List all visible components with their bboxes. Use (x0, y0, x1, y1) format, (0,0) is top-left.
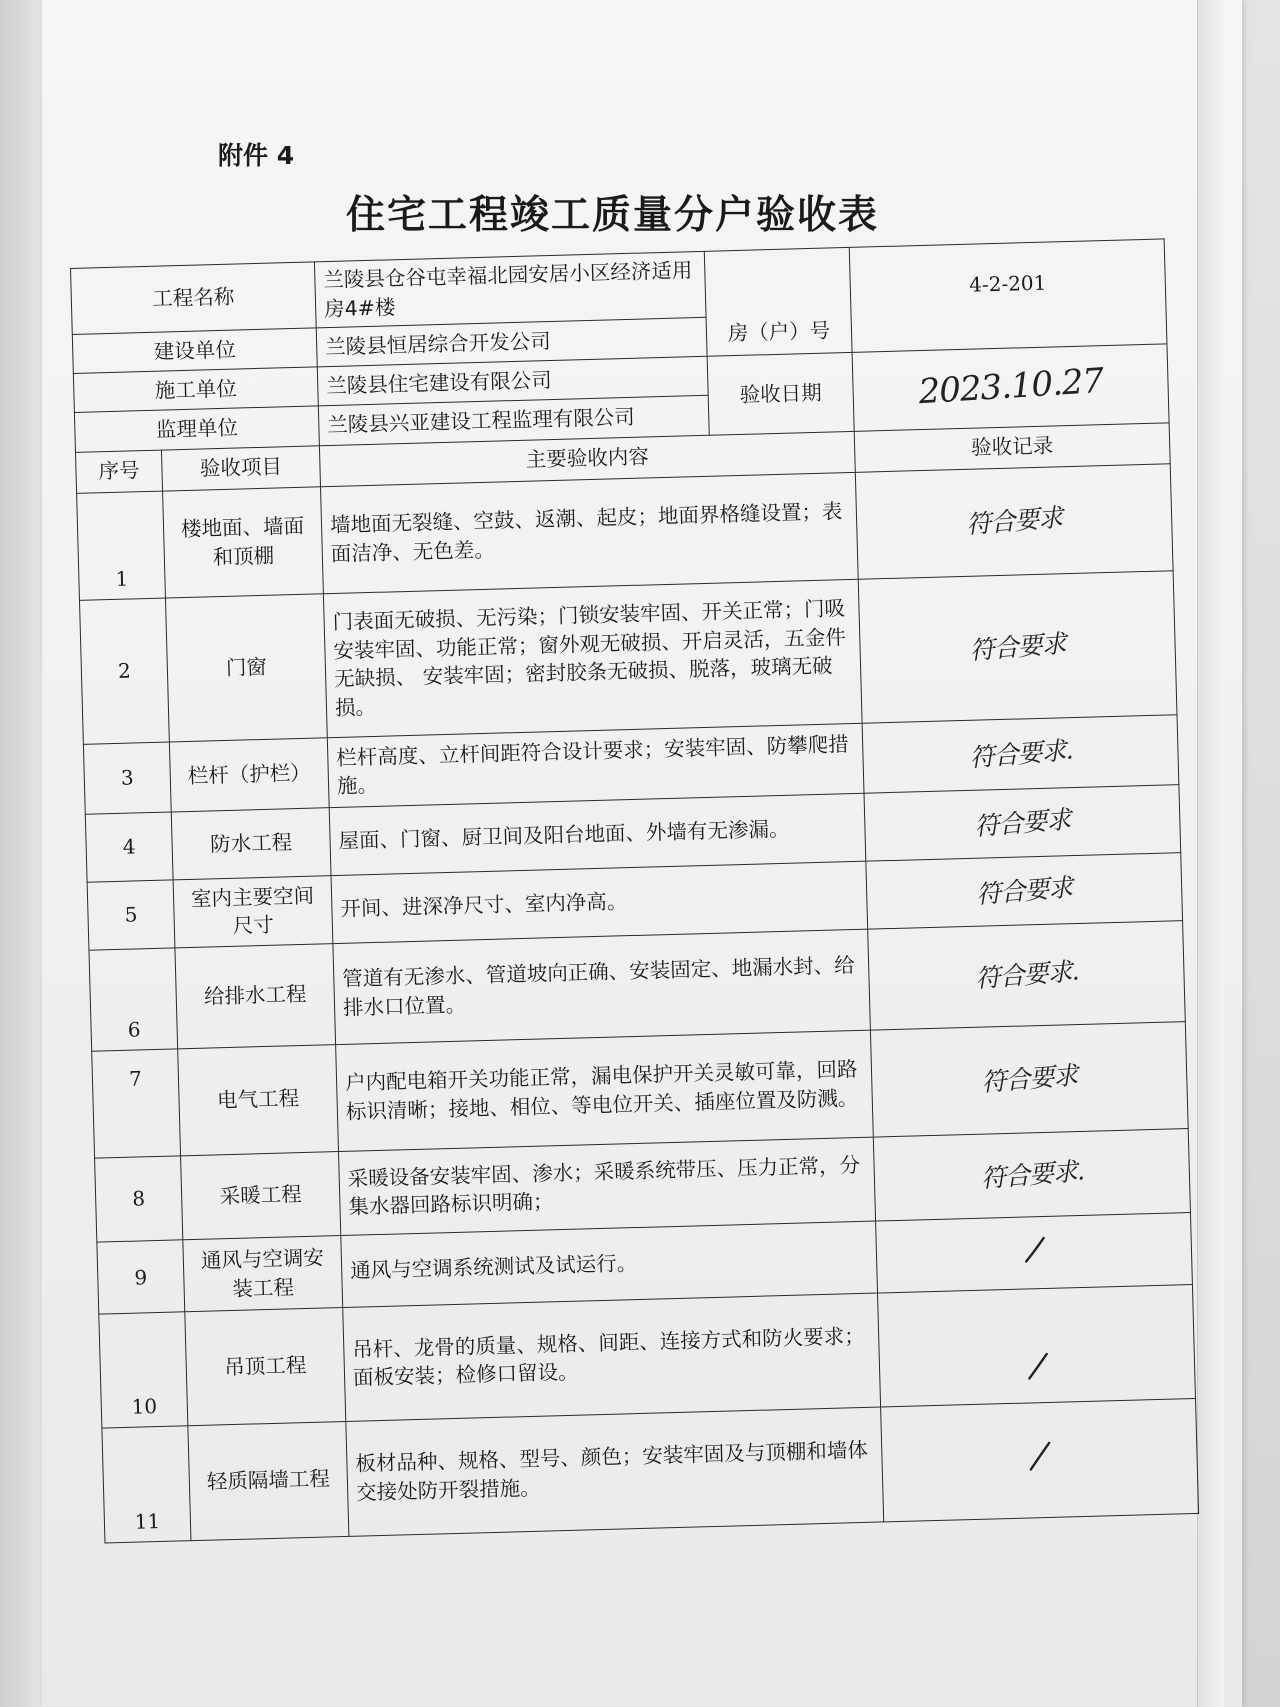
date-handwritten: 2023.10.27 (917, 361, 1104, 413)
record-handwritten: 符合要求 (968, 628, 1067, 666)
construction-unit-label: 施工单位 (73, 367, 318, 413)
row-record (868, 920, 1186, 1029)
stacked-pages-edge (1197, 0, 1224, 1707)
row-record (876, 1213, 1193, 1294)
row-item: 室内主要空间尺寸 (173, 876, 333, 948)
col-record-header: 验收记录 (854, 422, 1170, 472)
col-item-header: 验收项目 (161, 445, 320, 490)
row-record (873, 1128, 1190, 1221)
row-item: 楼地面、墙面和顶棚 (163, 487, 324, 598)
row-item: 给排水工程 (175, 943, 336, 1048)
row-seq: 9 (97, 1240, 185, 1314)
row-seq: 8 (95, 1156, 183, 1243)
col-content-header: 主要验收内容 (319, 431, 855, 487)
row-item: 吊顶工程 (185, 1308, 346, 1425)
document-title: 住宅工程竣工质量分户验收表 (346, 193, 880, 238)
row-content: 开间、进深净尺寸、室内净高。 (331, 861, 868, 943)
supervision-unit-label: 监理单位 (74, 406, 319, 452)
date-cell (852, 344, 1169, 431)
row-seq: 10 (99, 1312, 188, 1428)
row-content: 管道有无渗水、管道坡向正确、安装固定、地漏水封、给排水口位置。 (333, 929, 871, 1044)
row-content: 栏杆高度、立杆间距符合设计要求；安装牢固、防攀爬措施。 (327, 723, 864, 807)
supervision-unit-value: 兰陵县兴亚建设工程监理有限公司 (318, 396, 709, 446)
record-handwritten: 符合要求. (974, 956, 1079, 994)
project-name-value: 兰陵县仓谷屯幸福北园安居小区经济适用房4#楼 (314, 251, 706, 328)
row-seq: 2 (79, 598, 169, 744)
construction-unit-value: 兰陵县住宅建设有限公司 (317, 357, 708, 407)
row-record (858, 571, 1177, 724)
build-unit-value: 兰陵县恒居综合开发公司 (316, 318, 707, 368)
record-slash-mark (1017, 1350, 1058, 1383)
row-content: 户内配电箱开关功能正常，漏电保护开关灵敏可靠，回路标识清晰；接地、相位、等电位开关、插座位置及防溅。 (336, 1030, 874, 1151)
row-seq: 5 (87, 880, 175, 950)
row-content: 墙地面无裂缝、空鼓、返潮、起皮；地面界格缝设置；表面洁净、无色差。 (321, 472, 859, 593)
row-record (881, 1398, 1199, 1522)
row-item: 防水工程 (171, 808, 331, 880)
row-content: 采暖设备安装牢固、渗水；采暖系统带压、压力正常，分集水器回路标识明确； (338, 1137, 875, 1236)
row-content: 板材品种、规格、型号、颜色；安装牢固及与顶棚和墙体交接处防开裂措施。 (346, 1407, 884, 1537)
room-no-label: 房（户）号 (704, 247, 852, 356)
row-item: 通风与空调安装工程 (183, 1236, 343, 1312)
row-record (878, 1285, 1196, 1407)
row-seq: 6 (89, 948, 178, 1051)
col-seq-header: 序号 (75, 450, 162, 493)
row-content: 通风与空调系统测试及试运行。 (341, 1221, 878, 1308)
record-slash-mark (1019, 1440, 1060, 1473)
row-item: 采暖工程 (181, 1151, 341, 1240)
row-content: 门表面无破损、无污染；门锁安装牢固、开关正常；门吸安装牢固、功能正常；窗外观无破损、开启灵活，五金件无缺损、 安装牢固；密封胶条无破损、脱落，玻璃无破损。 (323, 579, 862, 738)
row-record (864, 785, 1181, 861)
row-seq: 1 (77, 491, 166, 600)
record-handwritten: 符合要求 (965, 503, 1064, 540)
record-slash-mark (1013, 1233, 1054, 1266)
background-edge (0, 0, 48, 1707)
row-item: 电气工程 (178, 1044, 339, 1155)
row-item: 门窗 (165, 594, 327, 742)
build-unit-label: 建设单位 (72, 328, 317, 374)
record-handwritten: 符合要求. (968, 735, 1073, 773)
row-item: 轻质隔墙工程 (188, 1421, 349, 1541)
room-no-value: 4-2-201 (849, 239, 1167, 353)
row-record (866, 853, 1183, 929)
annex-label: 附件 4 (218, 141, 295, 170)
record-handwritten: 符合要求 (975, 872, 1074, 910)
row-content: 吊杆、龙骨的质量、规格、间距、连接方式和防火要求；面板安装；检修口留设。 (343, 1293, 881, 1421)
row-content: 屋面、门窗、厨卫间及阳台地面、外墙有无渗漏。 (329, 793, 866, 875)
row-item: 栏杆（护栏） (169, 738, 329, 812)
row-record (862, 715, 1179, 793)
row-seq: 3 (83, 742, 171, 814)
date-label: 验收日期 (707, 353, 854, 435)
row-record (855, 464, 1173, 580)
record-handwritten: 符合要求. (979, 1156, 1085, 1194)
acceptance-form-table (70, 238, 1199, 1543)
record-handwritten: 符合要求 (973, 804, 1072, 842)
row-seq: 11 (102, 1425, 191, 1543)
row-seq: 7 (92, 1049, 181, 1158)
row-record (870, 1021, 1188, 1137)
record-handwritten: 符合要求 (980, 1060, 1079, 1098)
project-name-label: 工程名称 (71, 262, 317, 335)
row-seq: 4 (85, 812, 173, 882)
